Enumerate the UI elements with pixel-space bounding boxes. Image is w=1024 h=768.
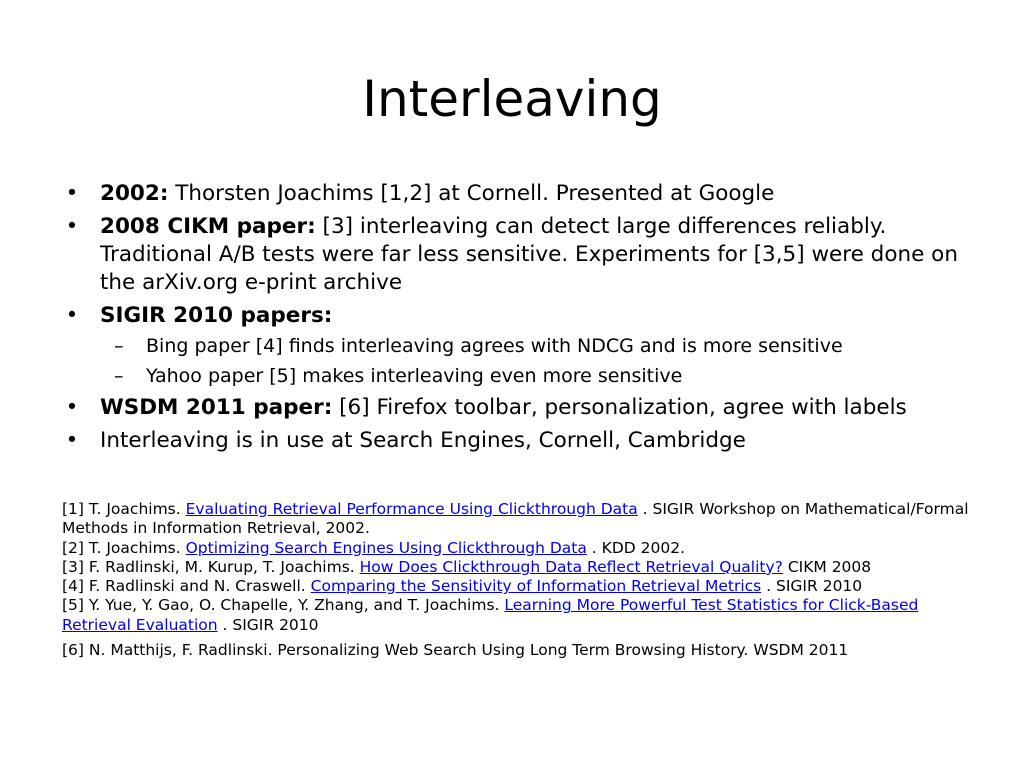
slide-title: Interleaving — [362, 70, 662, 128]
sub-bullet-marker: – — [114, 365, 124, 387]
bullet-marker: • — [65, 428, 79, 453]
bullet-heading: 2008 CIKM paper: — [100, 214, 316, 239]
reference-suffix: . SIGIR Workshop on Mathematical/Formal Methods in Information Retrieval, 2002. — [62, 500, 969, 538]
reference-2 — [62, 539, 982, 558]
sub-bullet-bing — [100, 333, 992, 359]
sub-bullet-text: Yahoo paper [5] makes interleaving even more sensitive — [146, 365, 683, 387]
reference-suffix: . SIGIR 2010 — [761, 577, 863, 596]
bullet-heading: WSDM 2011 paper: — [100, 395, 333, 420]
reference-6: [6] N. Matthijs, F. Radlinski. Personalizing Web Search Using Long Term Browsing History. WSDM 2011 — [62, 641, 849, 660]
bullet-marker: • — [65, 181, 79, 206]
bullet-heading: 2002: — [100, 181, 169, 206]
reference-5 — [62, 596, 982, 635]
reference-4 — [62, 577, 982, 596]
bullet-text: [6] Firefox toolbar, personalization, agree with labels — [332, 395, 907, 420]
bullet-2002 — [62, 180, 992, 208]
sub-bullet-yahoo — [100, 363, 992, 389]
bullet-cikm-2008 — [62, 213, 992, 297]
bullet-list — [62, 180, 992, 460]
reference-2-link[interactable]: Optimizing Search Engines Using Clickthrough Data — [185, 538, 587, 557]
reference-4-link[interactable]: Comparing the Sensitivity of Information Retrieval Metrics — [310, 577, 762, 596]
reference-prefix: [3] F. Radlinski, M. Kurup, T. Joachims. — [62, 557, 360, 576]
references — [62, 500, 982, 660]
bullet-text: Interleaving is in use at Search Engines, Cornell, Cambridge — [100, 428, 746, 453]
reference-5-link[interactable]: Learning More Powerful Test Statistics for Click-Based Retrieval Evaluation — [62, 596, 919, 634]
bullet-text: Thorsten Joachims [1,2] at Cornell. Presented at Google — [168, 181, 775, 206]
sub-bullet-list — [100, 333, 992, 389]
bullet-text: [3] interleaving can detect large differences reliably. Traditional A/B tests were far less sensitive. Experiments for [3,5] were done on the arXiv.org e-print archive — [100, 214, 958, 295]
sub-bullet-text: Bing paper [4] finds interleaving agrees with NDCG and is more sensitive — [146, 335, 843, 357]
reference-suffix: . SIGIR 2010 — [217, 615, 319, 634]
bullet-marker: • — [65, 303, 79, 328]
bullet-in-use — [62, 427, 992, 455]
reference-prefix: [4] F. Radlinski and N. Craswell. — [62, 577, 311, 596]
bullet-sigir-2010 — [62, 302, 992, 389]
bullet-wsdm-2011 — [62, 394, 992, 422]
reference-3-link[interactable]: How Does Clickthrough Data Reflect Retrieval Quality? — [359, 557, 783, 576]
reference-prefix: [1] T. Joachims. — [62, 500, 186, 518]
reference-3 — [62, 558, 982, 577]
reference-1-link[interactable]: Evaluating Retrieval Performance Using Clickthrough Data — [185, 500, 638, 518]
sub-bullet-marker: – — [114, 335, 124, 357]
bullet-heading: SIGIR 2010 papers: — [100, 303, 333, 328]
reference-prefix: [2] T. Joachims. — [62, 538, 186, 557]
bullet-marker: • — [65, 214, 79, 239]
reference-suffix: . KDD 2002. — [586, 538, 685, 557]
reference-suffix: CIKM 2008 — [782, 557, 872, 576]
bullet-marker: • — [65, 395, 79, 420]
reference-1 — [62, 500, 982, 539]
reference-prefix: [5] Y. Yue, Y. Gao, O. Chapelle, Y. Zhang, and T. Joachims. — [62, 596, 505, 615]
